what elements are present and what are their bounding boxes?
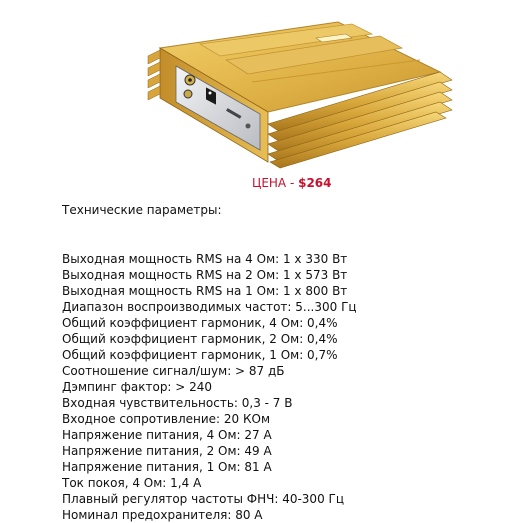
spec-item: Выходная мощность RMS на 1 Ом: 1 x 800 Вт xyxy=(62,284,348,298)
spec-item: Общий коэффициент гармоник, 4 Ом: 0,4% xyxy=(62,316,338,330)
spec-item: Напряжение питания, 1 Ом: 81 А xyxy=(62,460,272,474)
spec-item: Входная чувствительность: 0,3 - 7 В xyxy=(62,396,293,410)
price-label: ЦЕНА - xyxy=(252,176,299,190)
spec-item: Номинал предохранителя: 80 А xyxy=(62,508,263,522)
spec-item: Ток покоя, 4 Ом: 1,4 А xyxy=(62,476,202,490)
spec-item: Плавный регулятор частоты ФНЧ: 40-300 Гц xyxy=(62,492,345,506)
spec-item: Диапазон воспроизводимых частот: 5...300 Гц xyxy=(62,300,357,314)
spec-item: Общий коэффициент гармоник, 2 Ом: 0,4% xyxy=(62,332,338,346)
specs-heading: Технические параметры: xyxy=(62,203,222,217)
specs-list xyxy=(62,251,357,523)
spec-item: Дэмпинг фактор: > 240 xyxy=(62,380,213,394)
spec-item: Напряжение питания, 4 Ом: 27 А xyxy=(62,428,272,442)
price-value: $264 xyxy=(298,176,332,190)
price xyxy=(252,176,332,190)
amplifier-product-image xyxy=(140,0,470,170)
spec-item: Общий коэффициент гармоник, 1 Ом: 0,7% xyxy=(62,348,338,362)
spec-item: Выходная мощность RMS на 4 Ом: 1 x 330 Вт xyxy=(62,252,348,266)
spec-item: Соотношение сигнал/шум: > 87 дБ xyxy=(62,364,285,378)
spec-item: Напряжение питания, 2 Ом: 49 А xyxy=(62,444,272,458)
spec-item: Входное сопротивление: 20 КОм xyxy=(62,412,271,426)
spec-item: Выходная мощность RMS на 2 Ом: 1 x 573 Вт xyxy=(62,268,348,282)
